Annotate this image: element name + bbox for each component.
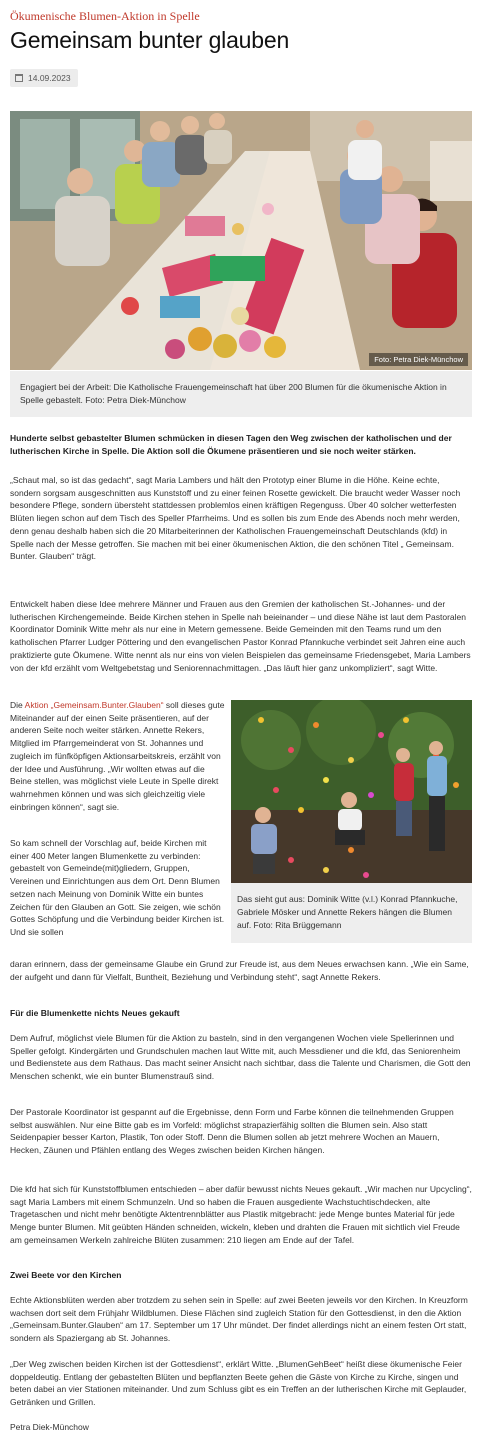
paragraph-6: Der Pastorale Koordinator ist gespannt auf die Ergebnisse, denn Form und Farbe können die teilnehmenden Gruppen selbst auswählen. Nur eine Bitte gab es im Vorfeld: möglichst strapazierfähig sollten die Blumen sein. Also statt Seidenpapier besser Karton, Plastik, Ton oder Stoff. Denn die Blumen sollen ab jetzt mehrere Wochen an Mauern, Hecken, Zäunen und Pfählen entlang des Weges zwischen beiden Kirchen hängen.: [10, 1107, 454, 1156]
hedge-photo-illustration: [231, 700, 472, 883]
paragraph-3: [10, 699, 225, 813]
person-annette: [427, 741, 447, 851]
subheading-blumenkette: Für die Blumenkette nichts Neues gekauft: [10, 1008, 180, 1018]
article-figure-hedge: [231, 700, 472, 943]
paragraph-4-narrow: So kam schnell der Vorschlag auf, beide Kirchen mit einer 400 Meter langen Blumenkette zu verbinden: gebastelt von Gemeinde(mit)gliedern, Gruppen, Vereinen und Einrichtungen aus dem Ort. Denn Blumen setzen nach Meinung von Dominik Witte ein buntes Zeichen für den Glauben an Gott. Sie zeigen, wie schön Gottes Schöpfung und die Verbindung beider Kirchen ist. Und sie sollen: [10, 838, 225, 937]
subheading-beete: Zwei Beete vor den Kirchen: [10, 1270, 122, 1280]
photo1-credit: Foto: Petra Diek-Münchow: [369, 353, 468, 366]
date-badge: [10, 69, 78, 87]
paragraph-7: Die kfd hat sich für Kunststoffblumen entschieden – aber dafür bewusst nichts Neues gekauft. „Wir machen nur Upcycling“, sagt Maria Lambers mit einem Schmunzeln. Und so haben die Frauen ausgediente Wachstuchtischdecken, alte Tragetaschen und nicht mehr benötigte Aktentrennblätter aus Plastik mitgebracht: jede Menge buntes Material für jede Menge bunter Blumen. Mit geübten Händen schneiden, wickeln, kleben und drahten die Frauen mit sichtlich viel Freude am gemeinsamen Werkeln zahlreiche Blüten zusammen: 210 liegen am Ende auf der Tafel.: [10, 1184, 472, 1245]
article-kicker: Ökumenische Blumen-Aktion in Spelle: [10, 9, 200, 23]
paragraph-9: „Der Weg zwischen beiden Kirchen ist der Gottesdienst“, erklärt Witte. „BlumenGehBeet“ heißt diese ökumenische Feier doppeldeutig. Entlang der gebastelten Blüten und bepflanzten Beete gehen die Gäste von Kirche zu Kirche, singen und beten dabei an vier Stationen miteinander. Und zum Schluss gibt es ein Treffen an der lutherischen Kirche mit Geplauder, Getränken und Grillen.: [10, 1359, 467, 1408]
action-link[interactable]: Aktion „Gemeinsam.Bunter.Glauben“: [24, 700, 164, 710]
paragraph-8: Echte Aktionsblüten werden aber trotzdem zu sehen sein in Spelle: auf zwei Beeten jeweils vor den Kirchen. In Kreuzform wachsen dort seit dem Frühjahr Wildblumen. Diese Flächen sind zugleich Station für den Gottesdienst, in den die Aktion „Gemeinsam.Bunter.Glauben“ am 17. September um 17 Uhr mündet. Der findet allerdings nicht an einem festen Ort statt, sondern als Spaziergang ab St. Johannes.: [10, 1295, 468, 1344]
article-lead: Hunderte selbst gebastelter Blumen schmücken in diesen Tagen den Weg zwischen der katholischen und der lutherischen Kirche in Spelle. Die Aktion soll die Ökumene präsentieren und sie noch weiter stärken.: [10, 433, 452, 456]
article-photo-crafting[interactable]: [10, 111, 472, 370]
photo1-caption: Engagiert bei der Arbeit: Die Katholische Frauengemeinschaft hat über 200 Blumen für die ökumenische Aktion in Spelle gebastelt. Foto: Petra Diek-Münchow: [10, 371, 472, 417]
article-author: Petra Diek-Münchow: [10, 1422, 89, 1432]
article-photo-hedge[interactable]: [231, 700, 472, 883]
photo2-caption: Das sieht gut aus: Dominik Witte (v.l.) Konrad Pfannkuche, Gabriele Mösker und Annette Rekers hängen die Blumen auf. Foto: Rita Brüggemann: [237, 894, 458, 930]
paragraph-3-text: soll dieses gute Miteinander auf der einen Seite präsentieren, auf der anderen Seite noch weiter stärken. Annette Rekers, Mitglied im Pfarrgemeinderat von St. Johannes und zugleich im fünfköpfigen Aktionsarbeitskreis, erzählt von der Idee und Ausführung. „Wir wollten etwas auf die Beine stellen, was möglichst viele Leute in Spelle direkt wahrnehmen können und was sich gleichzeitig viele einbringen können“, sagt sie.: [10, 700, 225, 812]
calendar-icon: [15, 74, 23, 82]
article-title: Gemeinsam bunter glauben: [10, 27, 290, 53]
publish-date: 14.09.2023: [28, 73, 71, 83]
paragraph-4-wide: daran erinnern, dass der gemeinsame Glaube ein Grund zur Freude ist, aus dem Neues erwachsen kann. „Wie ein Same, der aufgeht und dann für Vielfalt, Buntheit, Beziehung und Verbindung steht“, sagt Annette Rekers.: [10, 959, 469, 982]
paragraph-3-prefix: Die: [10, 700, 25, 710]
paragraph-5: Dem Aufruf, möglichst viele Blumen für die Aktion zu basteln, sind in den vergangenen Wochen viele Spellerinnen und Speller gefolgt. Kindergärten und Grundschulen machen laut Witte mit, auch Messdiener und die kfd, das Seniorenheim und Bedienstete aus dem Rathaus. Das macht seiner Ansicht nach sichtbar, dass die Talente und Charismen, die Gott den Menschen schenkt, wie ein bunter Blumenstrauß sind.: [10, 1033, 471, 1082]
paragraph-2: Entwickelt haben diese Idee mehrere Männer und Frauen aus den Gremien der katholischen St.-Johannes- und der lutherischen Kirchengemeinde. Beide Kirchen stehen in Spelle nah beieinander – und diese Nähe ist laut dem Pastoralen Koordinator Dominik Witte mehr als nur eine in Metern gemessene. Beide Gemeinden mit den Teams rund um den katholischen Pfarrer Ludger Pöttering und den evangelischen Pastor Konrad Pfannkuche verbindet seit Jahren eine auch praktizierte gute Ökumene. Witte nennt als nur eins von vielen Beispielen das gemeinsame Friedensgebet, Maria Lambers von der kfd erzählt vom Weltgebetstag und Seniorennachmittagen. „Das läuft hier ganz unkompliziert“, sagt Witte.: [10, 599, 471, 673]
paragraph-1: „Schaut mal, so ist das gedacht“, sagt Maria Lambers und hält den Prototyp einer Blume in die Höhe. Keine echte, sondern sorgsam ausgeschnitten aus Kunststoff und zu einer feinen Rosette gewickelt. Die braucht weder Wasser noch besondere Pflege, sondern übersteht stattdessen problemlos einen kräftigen Regenguss. Über 40 solcher wetterfesten Blüten liegen schon auf dem Tisch des Speller Pfarrheims. Und es sollen bis zum Ende des Abends noch mehr werden, denn genau deshalb haben sich die 20 Mitarbeiterinnen der Katholischen Frauengemeinschaft Deutschlands (kfd) in Spelle nach der Messe getroffen. Sie machen mit bei einer ökumenischen Aktion, die den schönen Titel „ Gemeinsam. Bunter. Glauben“ trägt.: [10, 475, 461, 562]
crafting-photo-illustration: [10, 111, 472, 370]
